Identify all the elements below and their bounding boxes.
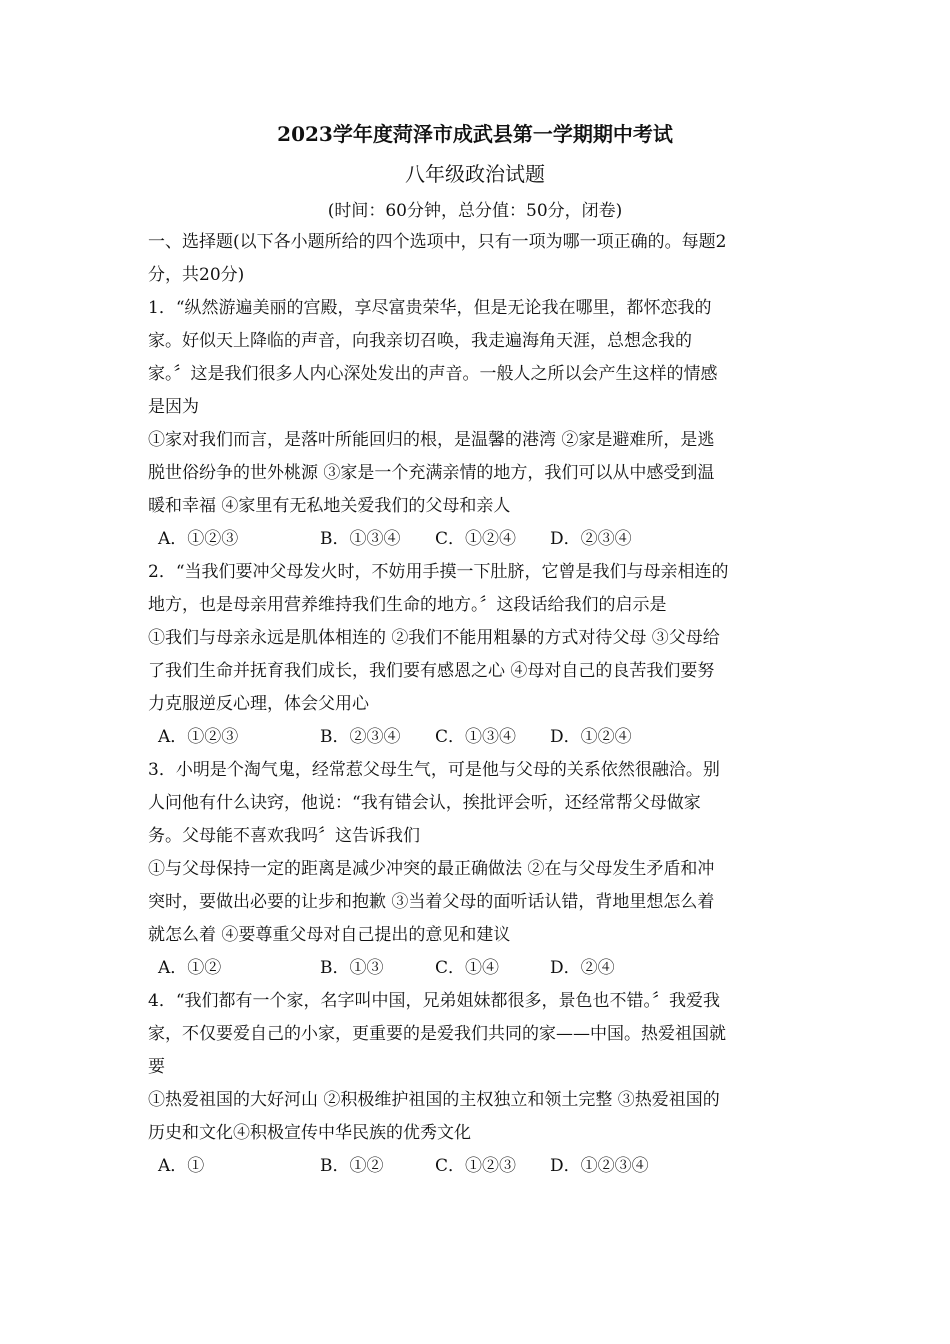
option-b: B．②③④	[320, 727, 401, 747]
option-c: C．①③④	[435, 727, 517, 747]
option-d: D．②③④	[550, 529, 632, 549]
question-2	[148, 556, 804, 754]
question-stem-line: 要	[148, 1057, 165, 1077]
question-stem-line: 家，不仅要爱自己的小家，更重要的是爱我们共同的家——中国。热爱祖国就	[148, 1024, 726, 1044]
question-stem-line: 2．“当我们要冲父母发火时，不妨用手摸一下肚脐，它曾是我们与母亲相连的	[148, 562, 729, 582]
question-stem-line: 务。父母能不喜欢我吗〞这告诉我们	[148, 826, 420, 846]
question-stem-line: 3．小明是个淘气鬼，经常惹父母生气，可是他与父母的关系依然很融洽。别	[148, 760, 720, 780]
question-stem-line: 地方，也是母亲用营养维持我们生命的地方。〞这段话给我们的启示是	[148, 595, 667, 615]
option-d: D．①②④	[550, 727, 632, 747]
question-item-line: 就怎么着 ④要尊重父母对自己提出的意见和建议	[148, 925, 511, 945]
answer-options	[148, 523, 804, 556]
question-stem-line: 1．“纵然游遍美丽的宫殿，享尽富贵荣华，但是无论我在哪里，都怀恋我的	[148, 298, 712, 318]
question-item-line: 暖和幸福 ④家里有无私地关爱我们的父母和亲人	[148, 496, 511, 516]
question-stem-line: 人问他有什么诀窍，他说：“我有错会认，挨批评会听，还经常帮父母做家	[148, 793, 701, 813]
question-item-line: ①与父母保持一定的距离是减少冲突的最正确做法 ②在与父母发生矛盾和冲	[148, 859, 715, 879]
exam-title: 2023学年度菏泽市成武县第一学期期中考试	[277, 122, 673, 146]
option-b: B．①③	[320, 958, 384, 978]
option-b: B．①③④	[320, 529, 401, 549]
question-3	[148, 754, 804, 985]
question-item-line: ①热爱祖国的大好河山 ②积极维护祖国的主权独立和领土完整 ③热爱祖国的	[148, 1090, 720, 1110]
question-item-line: 力克服逆反心理，体会父用心	[148, 694, 369, 714]
option-c: C．①④	[435, 958, 500, 978]
option-a: A．①②③	[158, 727, 239, 747]
exam-subtitle: 八年级政治试题	[405, 162, 545, 186]
question-item-line: ①家对我们而言，是落叶所能回归的根，是温馨的港湾 ②家是避难所，是逃	[148, 430, 715, 450]
option-c: C．①②③	[435, 1156, 517, 1176]
option-d: D．②④	[550, 958, 615, 978]
exam-body	[148, 226, 804, 1183]
question-item-line: 历史和文化④积极宣传中华民族的优秀文化	[148, 1123, 471, 1143]
option-a: A．①②③	[158, 529, 239, 549]
exam-meta: (时间：60分钟，总分值：50分，闭卷)	[327, 201, 623, 221]
question-stem-line: 是因为	[148, 397, 199, 417]
answer-options	[148, 1150, 804, 1183]
section-heading: 分，共20分)	[148, 265, 245, 285]
question-1	[148, 292, 804, 556]
question-stem-line: 家。好似天上降临的声音，向我亲切召唤，我走遍海角天涯，总想念我的	[148, 331, 692, 351]
question-item-line: ①我们与母亲永远是肌体相连的 ②我们不能用粗暴的方式对待父母 ③父母给	[148, 628, 720, 648]
question-stem-line: 4．“我们都有一个家，名字叫中国，兄弟姐妹都很多，景色也不错。〞我爱我	[148, 991, 721, 1011]
option-d: D．①②③④	[550, 1156, 649, 1176]
answer-options	[148, 721, 804, 754]
question-item-line: 突时，要做出必要的让步和抱歉 ③当着父母的面听话认错，背地里想怎么着	[148, 892, 715, 912]
question-stem-line: 家。〞这是我们很多人内心深处发出的声音。一般人之所以会产生这样的情感	[148, 364, 718, 384]
option-c: C．①②④	[435, 529, 517, 549]
option-a: A．①②	[158, 958, 222, 978]
question-item-line: 脱世俗纷争的世外桃源 ③家是一个充满亲情的地方，我们可以从中感受到温	[148, 463, 715, 483]
section-heading: 一、选择题(以下各小题所给的四个选项中，只有一项为哪一项正确的。每题2	[148, 232, 727, 252]
option-a: A．①	[158, 1156, 205, 1176]
answer-options	[148, 952, 804, 985]
question-4	[148, 985, 804, 1183]
option-b: B．①②	[320, 1156, 384, 1176]
question-item-line: 了我们生命并抚育我们成长，我们要有感恩之心 ④母对自己的良苦我们要努	[148, 661, 715, 681]
